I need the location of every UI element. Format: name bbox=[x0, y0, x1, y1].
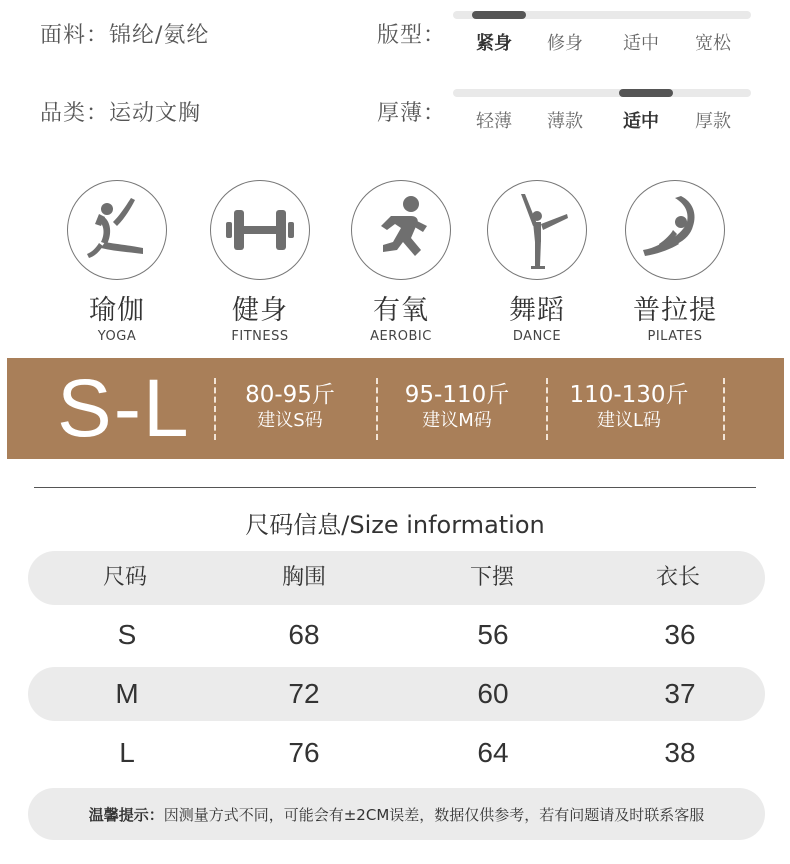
header-cell: 衣长 bbox=[655, 565, 701, 590]
activity-name: 舞蹈 bbox=[509, 295, 565, 326]
thickness-option: 薄款 bbox=[547, 111, 583, 132]
section-rule bbox=[34, 487, 756, 488]
activity-name: 瑜伽 bbox=[89, 295, 145, 326]
activity-name-en: AEROBIC bbox=[370, 329, 432, 344]
category-label-title: 品类： bbox=[40, 101, 110, 126]
fit-option: 紧身 bbox=[476, 33, 512, 54]
size-banner bbox=[7, 358, 784, 459]
table-row bbox=[28, 608, 765, 662]
tier-weight: 80-95斤 bbox=[245, 382, 335, 408]
thickness-title: 厚薄： bbox=[377, 101, 447, 126]
dance-icon bbox=[497, 190, 577, 270]
tier-recommend: 建议M码 bbox=[422, 410, 492, 431]
hem-cell: 60 bbox=[477, 678, 509, 709]
bust-cell: 68 bbox=[288, 619, 320, 650]
bust-cell: 72 bbox=[288, 678, 320, 709]
header-cell: 胸围 bbox=[281, 565, 327, 590]
activity-circle bbox=[625, 180, 725, 280]
activity-circle bbox=[487, 180, 587, 280]
activity-yoga bbox=[57, 180, 177, 344]
running-icon bbox=[361, 190, 441, 270]
table-header-row bbox=[28, 551, 765, 605]
activity-name-en: DANCE bbox=[512, 329, 562, 344]
hem-cell: 64 bbox=[477, 737, 509, 768]
thickness-scale-marker bbox=[619, 89, 673, 97]
banner-divider bbox=[376, 378, 378, 440]
activity-name-en: YOGA bbox=[97, 329, 137, 344]
hem-cell: 56 bbox=[477, 619, 509, 650]
thickness-scale-track bbox=[453, 89, 751, 97]
fit-option: 适中 bbox=[623, 33, 659, 54]
size-tier bbox=[382, 381, 532, 433]
activity-circle bbox=[351, 180, 451, 280]
table-row bbox=[28, 667, 765, 721]
fabric-label-title: 面料： bbox=[40, 23, 110, 48]
tier-recommend: 建议L码 bbox=[596, 410, 662, 431]
fit-option: 修身 bbox=[547, 33, 583, 54]
header-cell: 下摆 bbox=[469, 565, 515, 590]
tier-weight: 110-130斤 bbox=[569, 382, 689, 408]
table-title: 尺码信息/Size information bbox=[245, 511, 545, 539]
length-cell: 38 bbox=[664, 737, 696, 768]
category-value: 运动文胸 bbox=[109, 101, 202, 126]
banner-divider bbox=[546, 378, 548, 440]
size-cell: M bbox=[115, 678, 139, 709]
header-cell: 尺码 bbox=[102, 565, 148, 590]
table-row bbox=[28, 726, 765, 780]
fabric-label bbox=[40, 18, 209, 49]
size-tier bbox=[554, 381, 704, 433]
fabric-value: 锦纶/氨纶 bbox=[109, 23, 210, 48]
pilates-icon bbox=[635, 190, 715, 270]
activity-name: 有氧 bbox=[373, 295, 429, 326]
measurement-note bbox=[28, 788, 765, 840]
tier-recommend: 建议S码 bbox=[257, 410, 323, 431]
size-range: S-L bbox=[57, 363, 191, 454]
fit-title: 版型： bbox=[377, 23, 447, 48]
thickness-option: 适中 bbox=[623, 111, 659, 132]
size-cell: S bbox=[117, 619, 137, 650]
activity-name-en: PILATES bbox=[647, 329, 703, 344]
fit-option: 宽松 bbox=[695, 33, 731, 54]
length-cell: 37 bbox=[664, 678, 696, 709]
thickness-option: 轻薄 bbox=[476, 111, 512, 132]
activity-name: 普拉提 bbox=[633, 295, 717, 326]
activity-name: 健身 bbox=[232, 295, 288, 326]
activity-circle bbox=[67, 180, 167, 280]
category-label bbox=[40, 96, 201, 127]
activity-aerobic bbox=[341, 180, 461, 344]
banner-divider bbox=[723, 378, 725, 440]
note-label: 温馨提示： bbox=[88, 805, 164, 824]
activity-fitness bbox=[200, 180, 320, 344]
activity-pilates bbox=[615, 180, 735, 344]
activity-circle bbox=[210, 180, 310, 280]
yoga-icon bbox=[77, 190, 157, 270]
activity-dance bbox=[477, 180, 597, 344]
size-cell: L bbox=[119, 737, 135, 768]
thickness-option: 厚款 bbox=[695, 111, 731, 132]
size-tier bbox=[215, 381, 365, 433]
bust-cell: 76 bbox=[288, 737, 320, 768]
note-text: 因测量方式不同，可能会有±2CM误差，数据仅供参考，若有问题请及时联系客服 bbox=[163, 805, 705, 824]
fit-scale-marker bbox=[472, 11, 526, 19]
dumbbell-icon bbox=[220, 190, 300, 270]
tier-weight: 95-110斤 bbox=[404, 382, 510, 408]
activity-name-en: FITNESS bbox=[231, 329, 289, 344]
length-cell: 36 bbox=[664, 619, 696, 650]
